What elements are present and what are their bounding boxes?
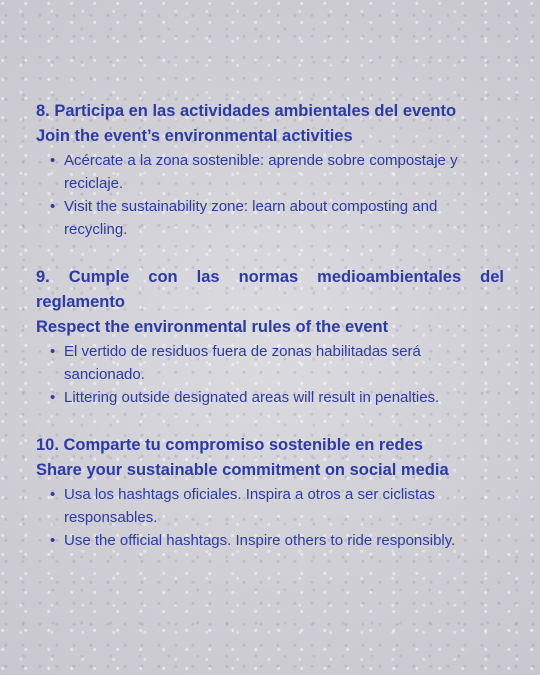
bullet-dot-icon: • (50, 343, 56, 360)
bullet-dot-icon: • (50, 532, 56, 549)
bullet-text: Visit the sustainability zone: learn about composting and recycling. (64, 198, 438, 238)
section-9 (36, 265, 504, 409)
bullet-dot-icon: • (50, 389, 56, 406)
bullet-item (36, 195, 504, 241)
section-8 (36, 99, 504, 241)
section-heading-english: Join the event’s environmental activities (36, 127, 353, 145)
bullet-text: Usa los hashtags oficiales. Inspira a otros a ser ciclistas responsables. (64, 486, 435, 526)
bullet-dot-icon: • (50, 486, 56, 503)
bullet-text: Littering outside designated areas will result in penalties. (64, 389, 440, 406)
content-page (36, 99, 504, 576)
bullet-list (36, 483, 504, 552)
section-heading-spanish: 10. Comparte tu compromiso sostenible en redes (36, 436, 423, 454)
bullet-item (36, 386, 504, 409)
bullet-text: Acércate a la zona sostenible: aprende sobre compostaje y reciclaje. (64, 152, 458, 192)
bullet-dot-icon: • (50, 152, 56, 169)
bullet-text: Use the official hashtags. Inspire others to ride responsibly. (64, 532, 456, 549)
bullet-text: El vertido de residuos fuera de zonas habilitadas será sancionado. (64, 343, 421, 383)
section-heading-spanish: 8. Participa en las actividades ambientales del evento (36, 102, 457, 120)
bullet-item (36, 149, 504, 195)
section-10 (36, 433, 504, 552)
section-heading-spanish: 9. Cumple con las normas medioambientales del reglamento (36, 268, 504, 311)
bullet-dot-icon: • (50, 198, 56, 215)
section-heading-english: Share your sustainable commitment on social media (36, 461, 449, 479)
section-heading-english: Respect the environmental rules of the event (36, 318, 389, 336)
bullet-list (36, 149, 504, 241)
bullet-list (36, 340, 504, 409)
bullet-item (36, 529, 504, 552)
bullet-item (36, 483, 504, 529)
bullet-item (36, 340, 504, 386)
